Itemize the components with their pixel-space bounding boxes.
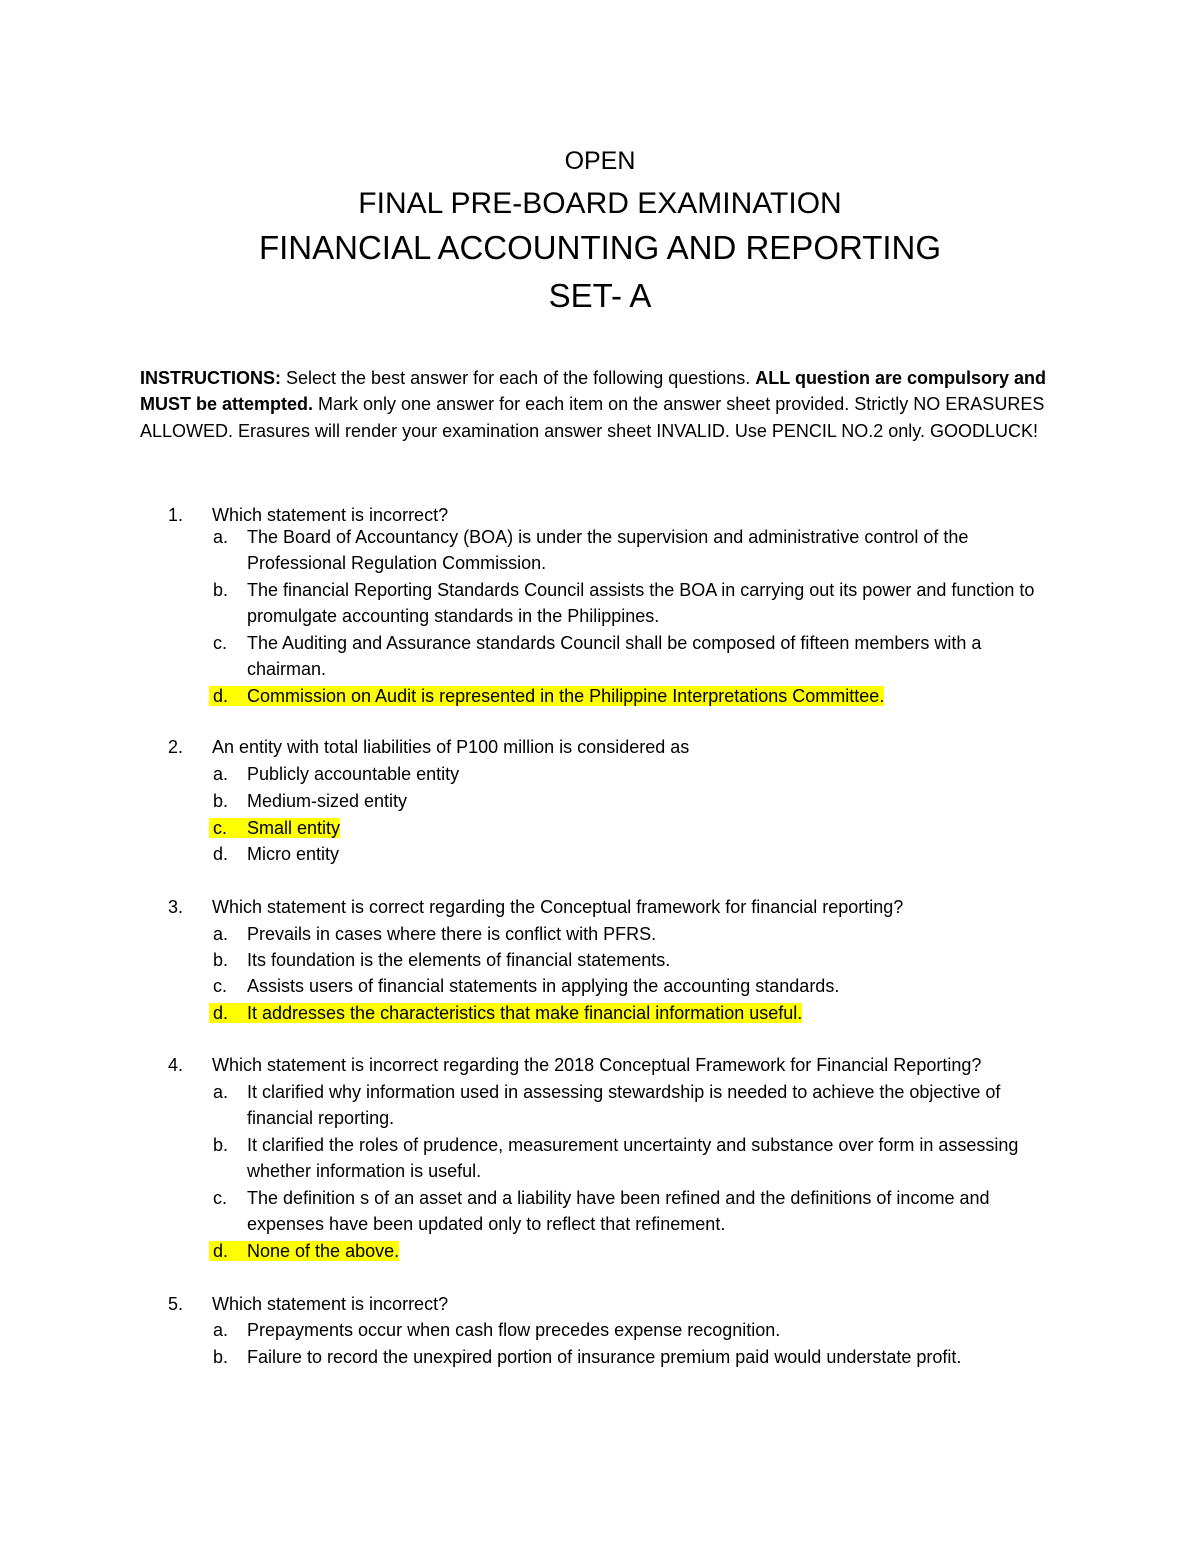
choice-letter: a. xyxy=(213,1082,229,1102)
choice-letter: c. xyxy=(213,976,228,996)
question-text: Which statement is incorrect regarding the 2018 Conceptual Framework for Financial Reporting? xyxy=(212,1055,982,1075)
question-number: 1. xyxy=(167,505,183,525)
choice-text: The financial Reporting Standards Council assists the BOA in carrying out its power and function to promulgate accounting standards in the Philippines. xyxy=(247,580,1035,627)
choice-text-highlighted: Commission on Audit is represented in the Philippine Interpretations Committee. xyxy=(247,686,885,706)
choice-letter: b. xyxy=(213,950,229,970)
choice-letter: d. xyxy=(213,1238,243,1264)
choice-text: It clarified why information used in assessing stewardship is needed to achieve the objective of financial reporting. xyxy=(247,1082,1001,1129)
choice-letter: b. xyxy=(213,1347,229,1367)
choice-letter: c. xyxy=(213,633,228,653)
choice-text: It clarified the roles of prudence, measurement uncertainty and substance over form in assessing whether information is useful. xyxy=(247,1135,1019,1182)
instructions-text-2: Mark only one answer for each item on the answer sheet provided. Strictly NO ERASURES ALLOWED. Erasures will render your examination answer sheet INVALID. Use PENCIL NO.2 only. GOODLUCK! xyxy=(140,394,1045,441)
choice-text: Prepayments occur when cash flow precedes expense recognition. xyxy=(247,1320,781,1340)
choice-text: Prevails in cases where there is conflict with PFRS. xyxy=(247,924,657,944)
choice-letter: b. xyxy=(213,1135,229,1155)
choice-text: The definition s of an asset and a liability have been refined and the definitions of income and expenses have been updated only to reflect that refinement. xyxy=(247,1188,990,1235)
question-number: 4. xyxy=(167,1055,183,1075)
header-subject: FINANCIAL ACCOUNTING AND REPORTING xyxy=(258,229,942,266)
choice-text-highlighted: None of the above. xyxy=(247,1241,400,1261)
choice-text-highlighted: Small entity xyxy=(247,818,341,838)
choice-text: The Board of Accountancy (BOA) is under the supervision and administrative control of the Professional Regulation Commission. xyxy=(247,527,969,574)
choice-letter: b. xyxy=(213,580,229,600)
choice-letter: a. xyxy=(213,764,229,784)
choice-text: Publicly accountable entity xyxy=(247,764,460,784)
question-text: Which statement is correct regarding the Conceptual framework for financial reporting? xyxy=(212,897,904,917)
question-number: 5. xyxy=(167,1294,183,1314)
choice-letter: c. xyxy=(213,815,243,841)
choice-text-highlighted: It addresses the characteristics that make financial information useful. xyxy=(247,1003,803,1023)
question-number: 2. xyxy=(167,737,183,757)
choice-text: Medium-sized entity xyxy=(247,791,408,811)
instructions-text: Select the best answer for each of the following questions. xyxy=(281,368,756,388)
choice-text: Its foundation is the elements of financial statements. xyxy=(247,950,671,970)
instructions-bold: ALL question are compulsory and MUST be attempted. xyxy=(140,368,1046,415)
instructions xyxy=(140,365,1070,444)
question-text: An entity with total liabilities of P100 million is considered as xyxy=(212,737,690,757)
question-text: Which statement is incorrect? xyxy=(212,505,449,525)
choice-text: Micro entity xyxy=(247,844,340,864)
choice-text: Assists users of financial statements in applying the accounting standards. xyxy=(247,976,840,996)
choice-text: The Auditing and Assurance standards Council shall be composed of fifteen members with a chairman. xyxy=(247,633,982,680)
choice-letter: d. xyxy=(213,844,229,864)
header-set: SET- A xyxy=(548,277,652,314)
instructions-label: INSTRUCTIONS: xyxy=(140,368,281,388)
question-number: 3. xyxy=(167,897,183,917)
choice-letter: d. xyxy=(213,683,243,709)
header-exam-title: FINAL PRE-BOARD EXAMINATION xyxy=(358,187,842,220)
choice-letter: a. xyxy=(213,527,229,547)
choice-letter: d. xyxy=(213,1000,243,1026)
header-open: OPEN xyxy=(564,147,636,175)
choice-text: Failure to record the unexpired portion of insurance premium paid would understate profit. xyxy=(247,1347,962,1367)
choice-letter: b. xyxy=(213,791,229,811)
choice-letter: c. xyxy=(213,1188,228,1208)
choice-letter: a. xyxy=(213,1320,229,1340)
choice-letter: a. xyxy=(213,924,229,944)
question-text: Which statement is incorrect? xyxy=(212,1294,449,1314)
